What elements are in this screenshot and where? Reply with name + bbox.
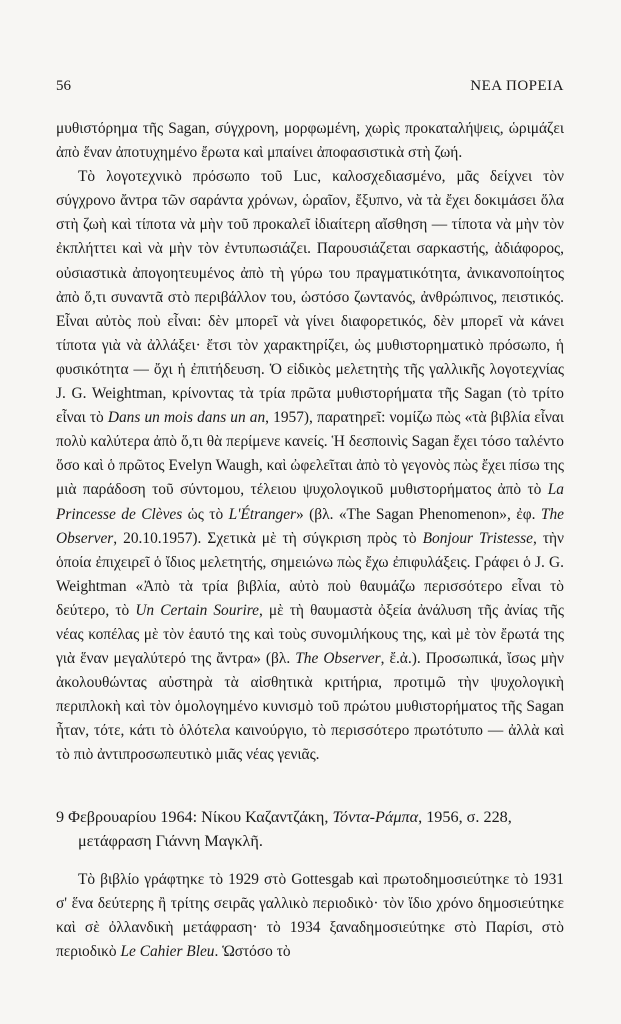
italic-title: Dans un mois dans un an xyxy=(107,409,266,427)
italic-title: L'Étranger xyxy=(228,505,297,523)
italic-title: The Observer xyxy=(56,505,564,547)
italic-title: The Observer xyxy=(295,650,381,668)
paragraph-continuation: μυθιστόρημα τῆς Sagan, σύγχρονη, μορφωμένη, χωρὶς προκαταλήψεις, ὡριμάζει ἀπὸ ἕναν ἀποτυχημένο ἔρωτα καὶ μπαίνει ἀποφασιστικὰ στὴ ζωή. xyxy=(56,120,564,162)
entry-heading: 9 Φεβρουαρίου 1964: Νίκου Καζαντζάκη, Τόντα-Ράμπα, 1956, σ. 228, μετάφραση Γιάννη Μαγκλῆ. xyxy=(56,808,512,850)
italic-title: Bonjour Tristesse xyxy=(422,529,533,547)
entry-book-title: Τόντα-Ράμπα xyxy=(332,808,419,826)
page-header xyxy=(56,78,564,100)
running-title: ΝΕΑ ΠΟΡΕΙΑ xyxy=(470,78,564,94)
review-text xyxy=(56,117,564,768)
paragraph-publication: Τὸ βιβλίο γράφτηκε τὸ 1929 στὸ Gottesgab καὶ πρωτοδημοσιεύτηκε τὸ 1931 σ' ἕνα δεύτερης ἢ τρίτης σειρᾶς γαλλικὸ περιοδικὸ· τὸν ἴδιο χρόνο δημοσιεύτηκε καὶ σὲ ὀλλανδικὴ μετάφραση· τὸ 1934 ξαναδημοσιεύτηκε στὸ Παρίσι, στὸ περιοδικὸ Le Cahier Bleu. Ὡστόσο τὸ xyxy=(56,871,564,961)
paragraph-luc: Τὸ λογοτεχνικὸ πρόσωπο τοῦ Luc, καλοσχεδιασμένο, μᾶς δείχνει τὸν σύγχρονο ἄντρα τῶν σαράντα χρόνων, ὡραῖον, ἔξυπνο, νὰ τὰ ἔχει δοκιμάσει ὅλα στὴ ζωὴ καὶ τίποτα νὰ μὴν τοῦ προκαλεῖ ἰδιαίτερη αἴσθηση — τίποτα νὰ μὴν τὸν ἐκπλήττει καὶ νὰ μὴν τὸν ἐντυπωσιάζει. Παρουσιάζεται σαρκαστής, ἀδιάφορος, οὐσιαστικὰ ἀπογοητευμένος ἀπὸ τὴ γύρω του πραγματικότητα, ἀνικανοποίητος ἀπὸ ὅ,τι συναντᾶ στὸ περιβάλλον του, ὡστόσο ζωντανός, ἀνθρώπινος, πειστικός. Εἶναι αὐτὸς ποὺ εἶναι: δὲν μπορεῖ νὰ γίνει διαφορετικός, δὲν μπορεῖ νὰ κάνει τίποτα γιὰ νὰ ἀλλάξει· ἔτσι τὸν χαρακτηρίζει, ὡς μυθιστορηματικὸ πρόσωπο, ἡ φυσικότητα — ὄχι ἡ ἐπιτήδευση. Ὁ εἰδικὸς μελετητὴς τῆς γαλλικῆς λογοτεχνίας J. G. Weightman, κρίνοντας τὰ τρία πρῶτα μυθιστορήματα τῆς Sagan (τὸ τρίτο εἶναι τὸ Dans un mois dans un an, 1957), παρατηρεῖ: νομίζω πὼς «τὰ βιβλία εἶναι πολὺ καλύτερα ἀπὸ ὅ,τι θὰ περίμενε κανείς. Ἡ δεσποινὶς Sagan ἔχει τόσο ταλέντο ὅσο καὶ ὁ πρῶτος Evelyn Waugh, καὶ ὠφελεῖται ἀπὸ τὸ γεγονὸς πὼς ἔχει πίσω της μιὰ παράδοση τοῦ σύντομου, τέλειου ψυχολογικοῦ μυθιστορήματος ἀπὸ τὸ La Princesse de Clèves ὡς τὸ L'Étranger» (βλ. «The Sagan Phenomenon», ἐφ. The Observer, 20.10.1957). Σχετικὰ μὲ τὴ σύγκριση πρὸς τὸ Bonjour Tristesse, τὴν ὁποία ἐπιχειρεῖ ὁ ἴδιος μελετητής, σημειώνω πὼς ἔχω ἐπιφυλάξεις. Γράφει ὁ J. G. Weightman «Ἀπὸ τὰ τρία βιβλία, αὐτὸ ποὺ θαυμάζω περισσότερο εἶναι τὸ δεύτερο, τὸ Un Certain Sourire, μὲ τὴ θαυμαστὰ ὀξεία ἀνάλυση τῆς ἀνίας τῆς νέας κοπέλας μὲ τὸν ἑαυτό της καὶ τοὺς συνομιλήκους της, καὶ μὲ τὸν ἔρωτά της γιὰ ἕναν μεγαλύτερό της ἄντρα» (βλ. The Observer, ἔ.ἀ.). Προσωπικά, ἴσως μὴν ἀκολουθώντας αὐστηρὰ τὰ αἰσθητικὰ κριτήρια, προτιμῶ τὴν ψυχολογικὴ περιπλοκὴ καὶ τὸν ὁμολογημένο κυνισμὸ τοῦ πρώτου μυθιστορήματος τῆς Sagan ἦταν, τότε, κάτι τὸ ὁλότελα καινούργιο, τὸ περισσότερο πρωτότυπο — ἀλλὰ καὶ τὸ πιὸ ἀντιπροσωπευτικὸ μιᾶς νέας γενιᾶς. xyxy=(56,168,565,764)
page-number: 56 xyxy=(56,78,71,94)
italic-title: Le Cahier Bleu xyxy=(120,943,215,961)
italic-title: Un Certain Sourire xyxy=(135,601,259,619)
italic-title: La Princesse de Clèves xyxy=(56,481,564,523)
entry-text xyxy=(56,868,564,964)
